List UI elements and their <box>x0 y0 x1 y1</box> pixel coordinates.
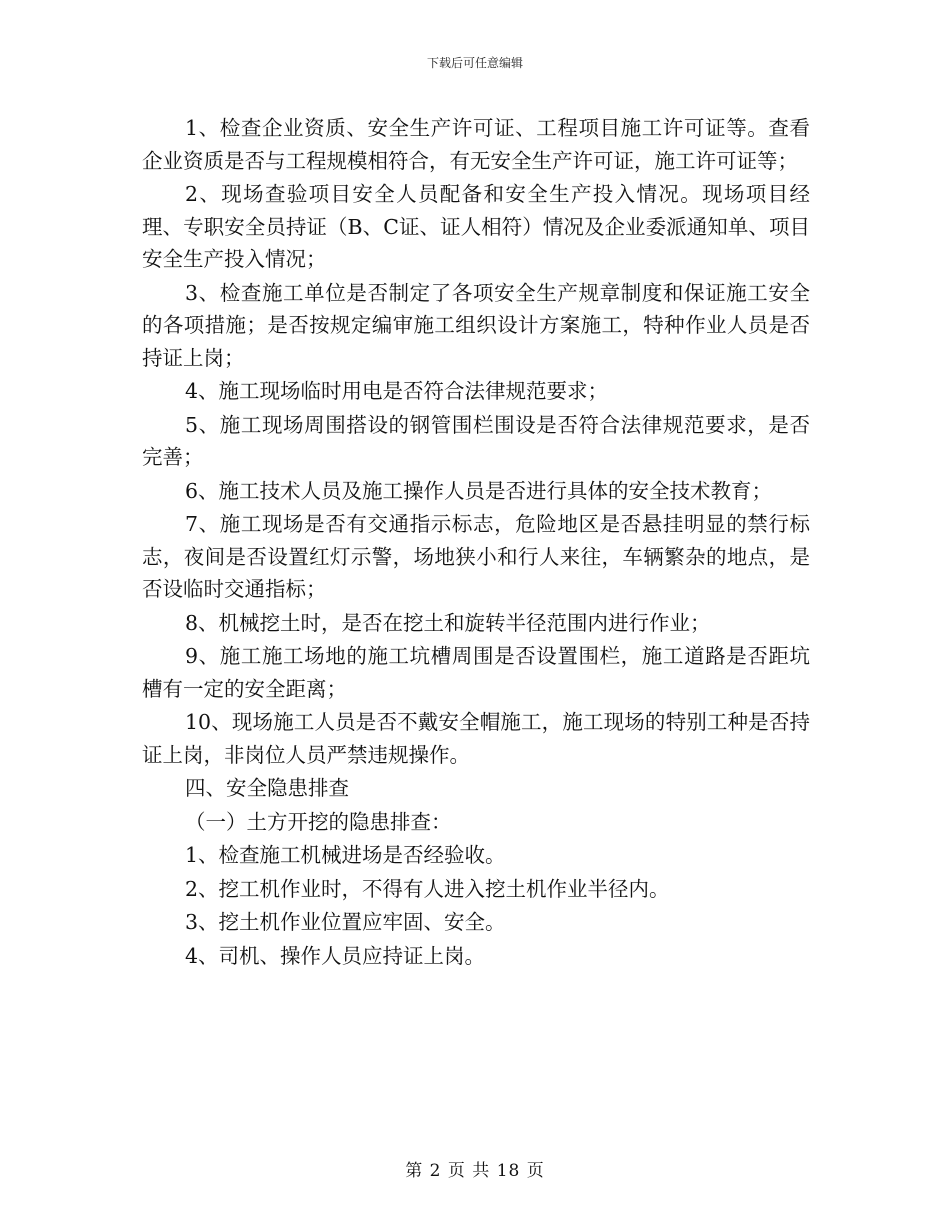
list-item-4: 4、司机、操作人员应持证上岗。 <box>185 943 486 968</box>
paragraph-2: 2、现场查验项目安全人员配备和安全生产投入情况。现场项目经理、专职安全员持证（B、C证、证人相符）情况及企业委派通知单、项目安全生产投入情况； <box>142 182 810 271</box>
paragraph-3: 3、检查施工单位是否制定了各项安全生产规章制度和保证施工安全的各项措施；是否按规定编审施工组织设计方案施工，特种作业人员是否持证上岗； <box>142 280 810 370</box>
list-item-1: 1、检查施工机械进场是否经验收。 <box>185 843 506 867</box>
paragraph-1: 1、检查企业资质、安全生产许可证、工程项目施工许可证等。查看企业资质是否与工程规模相符合，有无安全生产许可证，施工许可证等； <box>142 116 810 173</box>
section-heading: 四、安全隐患排查 <box>185 776 349 800</box>
page-header: 下载后可任意编辑 <box>426 56 523 70</box>
list-item-2: 2、挖工机作业时，不得有人进入挖土机作业半径内。 <box>185 876 670 901</box>
paragraph-9: 9、施工施工场地的施工坑槽周围是否设置围栏，施工道路是否距坑槽有一定的安全距离； <box>142 644 810 701</box>
paragraph-6: 6、施工技术人员及施工操作人员是否进行具体的安全技术教育； <box>185 478 773 503</box>
document-body <box>142 112 810 972</box>
paragraph-5: 5、施工现场周围搭设的钢管围栏围设是否符合法律规范要求，是否完善； <box>142 412 810 469</box>
page-number: 第 2 页 共 18 页 <box>405 1161 545 1181</box>
subsection-heading: （一）土方开挖的隐患排查： <box>185 809 452 834</box>
paragraph-4: 4、施工现场临时用电是否符合法律规范要求； <box>185 379 609 403</box>
paragraph-8: 8、机械挖土时，是否在挖土和旋转半径范围内进行作业； <box>185 610 711 635</box>
list-item-3: 3、挖土机作业位置应牢固、安全。 <box>185 910 506 934</box>
paragraph-7: 7、施工现场是否有交通指示标志，危险地区是否悬挂明显的禁行标志，夜间是否设置红灯示警，场地狭小和行人来往，车辆繁杂的地点，是否设临时交通指标； <box>142 512 810 601</box>
paragraph-10: 10、现场施工人员是否不戴安全帽施工，施工现场的特别工种是否持证上岗，非岗位人员严禁违规操作。 <box>142 710 810 767</box>
